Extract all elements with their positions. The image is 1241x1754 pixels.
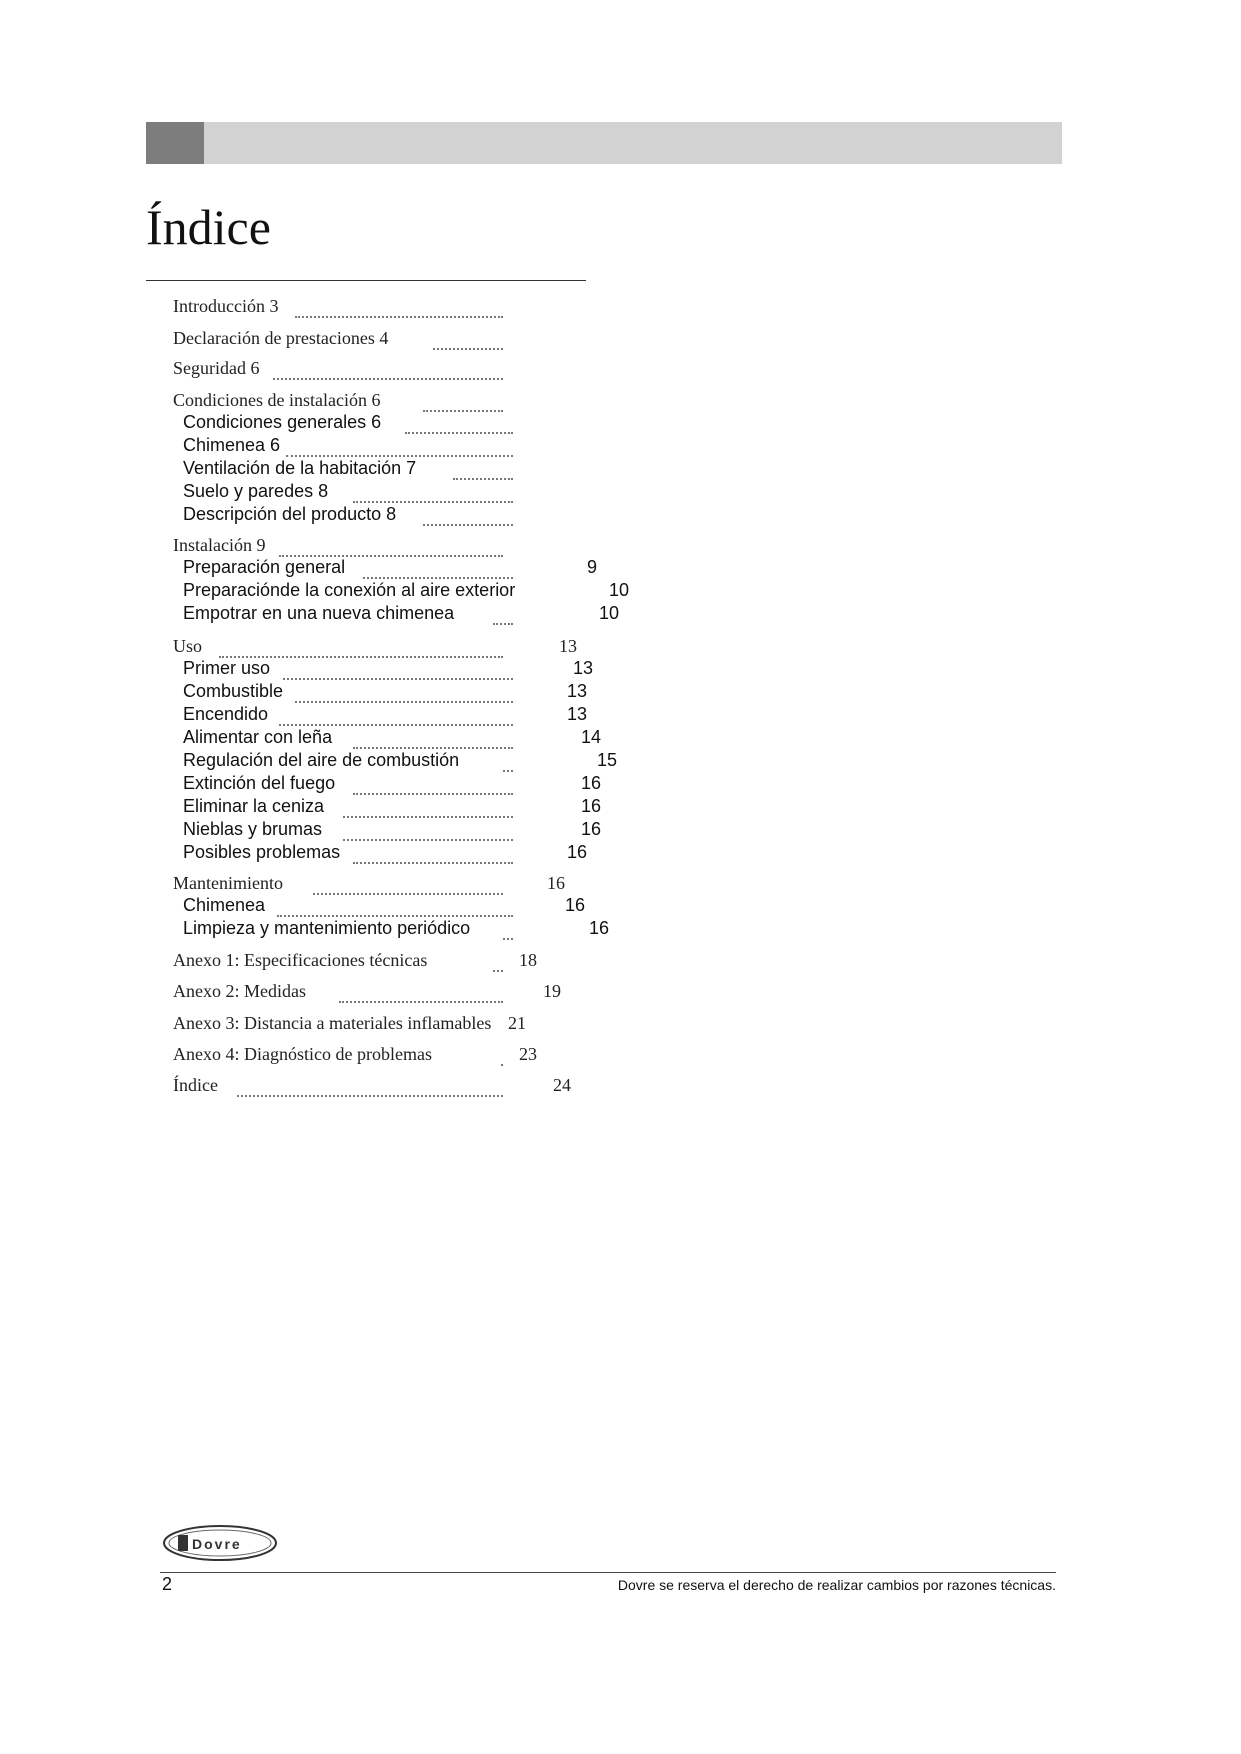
dot-leader	[433, 328, 503, 350]
toc-subentry[interactable]	[183, 727, 683, 751]
toc-subentry[interactable]	[183, 681, 683, 705]
toc-entry[interactable]	[173, 358, 673, 382]
toc-entry[interactable]	[173, 981, 673, 1005]
dot-leader	[273, 358, 503, 380]
dot-leader	[277, 895, 513, 917]
dot-leader	[295, 296, 503, 318]
toc-subentry[interactable]	[183, 819, 683, 843]
dot-leader	[237, 1075, 503, 1097]
toc-entry[interactable]	[173, 390, 673, 414]
toc-entry-text: Chimenea	[183, 895, 266, 915]
footer-rule	[160, 1572, 1056, 1573]
toc-subentry[interactable]	[183, 557, 683, 581]
dot-leader	[286, 435, 513, 457]
toc-entry-text: Declaración de prestaciones 4	[173, 328, 389, 348]
toc-subentry[interactable]	[183, 658, 683, 682]
toc-subentry[interactable]	[183, 895, 683, 919]
toc-entry-page: 16	[581, 796, 602, 816]
dot-leader	[501, 1044, 503, 1066]
toc-entry[interactable]	[173, 1013, 673, 1037]
toc-entry-page: 21	[508, 1013, 526, 1033]
dot-leader	[503, 750, 513, 772]
dot-leader	[339, 981, 503, 1003]
toc-entry-text: Uso	[173, 636, 203, 656]
svg-text:Dovre: Dovre	[192, 1536, 242, 1552]
toc-entry-page: 23	[519, 1044, 537, 1064]
toc-entry-page: 16	[547, 873, 565, 893]
toc-entry-text: Condiciones generales 6	[183, 412, 382, 432]
toc-entry[interactable]	[173, 328, 673, 352]
toc-entry-page: 18	[519, 950, 537, 970]
toc-subentry[interactable]	[183, 458, 683, 482]
dot-leader	[423, 390, 503, 412]
dot-leader	[493, 950, 503, 972]
toc-entry[interactable]	[173, 1044, 673, 1068]
footer-note: Dovre se reserva el derecho de realizar cambios por razones técnicas.	[617, 1577, 1056, 1593]
toc-entry-text: Posibles problemas	[183, 842, 341, 862]
dot-leader	[283, 658, 513, 680]
toc-entry-text: Ventilación de la habitación 7	[183, 458, 417, 478]
toc-entry-page: 14	[581, 727, 602, 747]
toc-subentry[interactable]	[183, 412, 683, 436]
toc-entry[interactable]	[173, 950, 673, 974]
dot-leader	[343, 796, 513, 818]
toc-subentry[interactable]	[183, 750, 683, 774]
toc-entry-text: Chimenea 6	[183, 435, 281, 455]
toc-subentry[interactable]	[183, 580, 683, 604]
toc-entry-text: Extinción del fuego	[183, 773, 336, 793]
toc-entry-page: 24	[553, 1075, 571, 1095]
dot-leader	[353, 773, 513, 795]
toc-entry[interactable]	[173, 296, 673, 320]
dot-leader	[295, 681, 513, 703]
dot-leader	[353, 727, 513, 749]
toc-entry-text: Anexo 3: Distancia a materiales inflamables	[173, 1013, 492, 1033]
toc-entry-page: 19	[543, 981, 561, 1001]
toc-entry-text: Empotrar en una nueva chimenea	[183, 603, 455, 623]
page-title: Índice	[146, 199, 271, 255]
toc-entry-text: Descripción del producto 8	[183, 504, 397, 524]
toc-entry-text: Alimentar con leña	[183, 727, 333, 747]
toc-entry-page: 16	[589, 918, 610, 938]
toc-entry-text: Mantenimiento	[173, 873, 283, 893]
toc-entry-page: 15	[597, 750, 618, 770]
toc-entry-text: Seguridad 6	[173, 358, 260, 378]
toc-entry-page: 13	[573, 658, 594, 678]
dot-leader	[343, 819, 513, 841]
toc-entry-text: Anexo 2: Medidas	[173, 981, 306, 1001]
toc-entry[interactable]	[173, 636, 673, 660]
toc-entry-text: Preparaciónde la conexión al aire exterior	[183, 580, 516, 600]
toc-entry-text: Suelo y paredes 8	[183, 481, 329, 501]
toc-entry-page: 16	[567, 842, 588, 862]
dot-leader	[313, 873, 503, 895]
toc-entry-text: Nieblas y brumas	[183, 819, 323, 839]
toc-entry-text: Preparación general	[183, 557, 346, 577]
dot-leader	[405, 412, 513, 434]
dot-leader	[279, 535, 503, 557]
toc-entry[interactable]	[173, 535, 673, 559]
toc-entry[interactable]	[173, 873, 673, 897]
toc-subentry[interactable]	[183, 842, 683, 866]
toc-entry-page: 10	[599, 603, 620, 623]
toc-entry-text: Condiciones de instalación 6	[173, 390, 381, 410]
toc-entry-text: Combustible	[183, 681, 284, 701]
toc-entry-text: Anexo 4: Diagnóstico de problemas	[173, 1044, 432, 1064]
toc-entry-text: Encendido	[183, 704, 269, 724]
toc-entry-page: 16	[581, 819, 602, 839]
toc-entry-page: 13	[567, 681, 588, 701]
toc-entry-text: Primer uso	[183, 658, 271, 678]
dot-leader	[453, 458, 513, 480]
toc-entry[interactable]	[173, 1075, 673, 1099]
toc-entry-page: 10	[609, 580, 630, 600]
toc-entry-page: 16	[565, 895, 586, 915]
toc-entry-page: 13	[567, 704, 588, 724]
dot-leader	[353, 842, 513, 864]
dovre-logo	[162, 1524, 278, 1562]
toc-entry-text: Eliminar la ceniza	[183, 796, 325, 816]
dot-leader	[353, 481, 513, 503]
toc-entry-page: 16	[581, 773, 602, 793]
toc-subentry[interactable]	[183, 603, 683, 627]
toc-entry-text: Regulación del aire de combustión	[183, 750, 460, 770]
toc-subentry[interactable]	[183, 481, 683, 505]
toc-entry-text: Instalación 9	[173, 535, 266, 555]
toc-entry-page: 9	[587, 557, 598, 577]
toc-subentry[interactable]	[183, 918, 683, 942]
dot-leader	[363, 557, 513, 579]
toc-subentry[interactable]	[183, 504, 683, 528]
dot-leader	[493, 603, 513, 625]
toc-subentry[interactable]	[183, 796, 683, 820]
toc-entry-text: Índice	[173, 1075, 218, 1095]
toc-subentry[interactable]	[183, 704, 683, 728]
dot-leader	[423, 504, 513, 526]
toc-entry-page: 13	[559, 636, 577, 656]
dot-leader	[503, 918, 513, 940]
toc-subentry[interactable]	[183, 773, 683, 797]
page-number: 2	[162, 1574, 173, 1594]
toc-entry-text: Anexo 1: Especificaciones técnicas	[173, 950, 428, 970]
dot-leader	[219, 636, 503, 658]
toc-subentry[interactable]	[183, 435, 683, 459]
dot-leader	[279, 704, 513, 726]
toc-entry-text: Limpieza y mantenimiento periódico	[183, 918, 471, 938]
toc-entry-text: Introducción 3	[173, 296, 279, 316]
